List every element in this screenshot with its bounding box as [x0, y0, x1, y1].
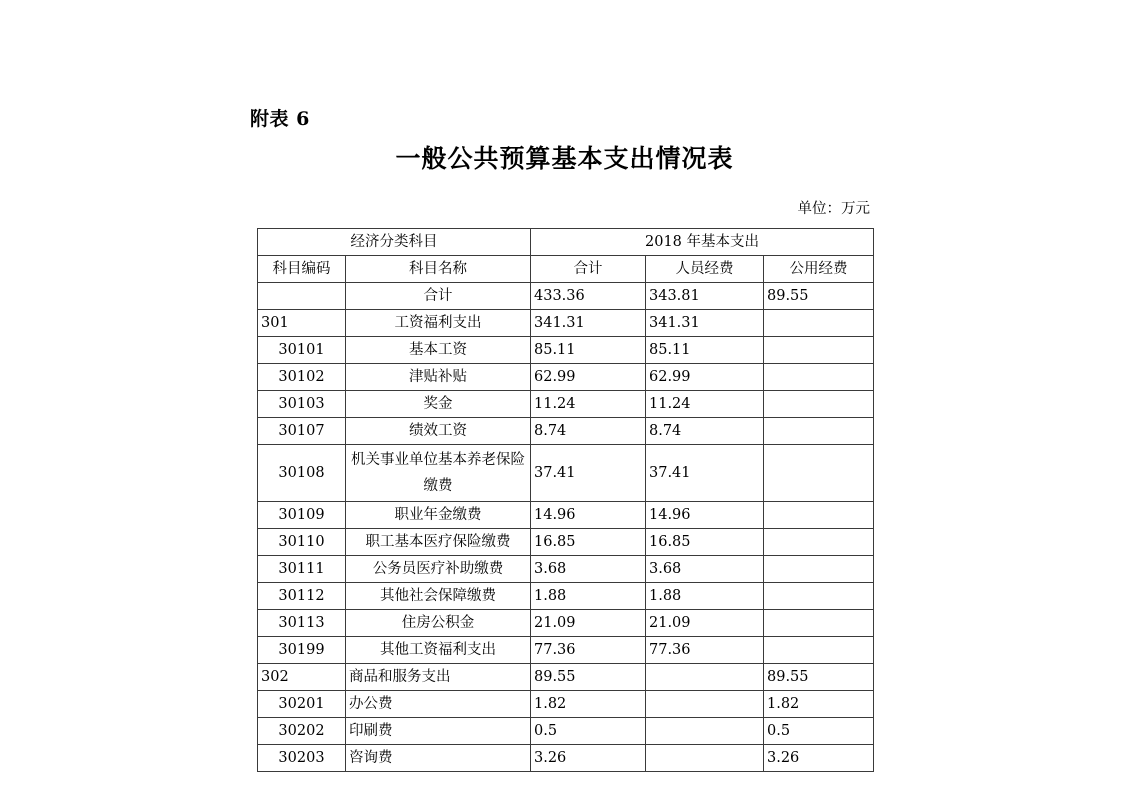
table-row [258, 418, 874, 445]
cell-personnel: 14.96 [646, 502, 764, 529]
table-row [258, 664, 874, 691]
cell-total: 21.09 [531, 610, 646, 637]
table-body [258, 283, 874, 772]
cell-code: 30101 [258, 337, 346, 364]
attachment-label: 附表 6 [250, 108, 310, 130]
cell-total: 62.99 [531, 364, 646, 391]
cell-code: 30201 [258, 691, 346, 718]
table-row [258, 745, 874, 772]
cell-code: 30199 [258, 637, 346, 664]
cell-total: 3.68 [531, 556, 646, 583]
cell-name: 奖金 [346, 391, 531, 418]
table-row [258, 718, 874, 745]
table-row [258, 502, 874, 529]
cell-total: 0.5 [531, 718, 646, 745]
cell-code: 30107 [258, 418, 346, 445]
cell-public [764, 310, 874, 337]
cell-code: 301 [258, 310, 346, 337]
cell-public [764, 637, 874, 664]
cell-name: 其他社会保障缴费 [346, 583, 531, 610]
cell-name: 津贴补贴 [346, 364, 531, 391]
cell-total: 77.36 [531, 637, 646, 664]
cell-name: 职业年金缴费 [346, 502, 531, 529]
cell-total: 89.55 [531, 664, 646, 691]
cell-code [258, 283, 346, 310]
cell-public [764, 583, 874, 610]
group-header-year-expenditure: 2018 年基本支出 [531, 229, 874, 256]
cell-code: 30113 [258, 610, 346, 637]
cell-public: 89.55 [764, 664, 874, 691]
cell-public: 89.55 [764, 283, 874, 310]
cell-code: 30109 [258, 502, 346, 529]
table-row [258, 610, 874, 637]
cell-code: 30103 [258, 391, 346, 418]
cell-total: 341.31 [531, 310, 646, 337]
column-header-name: 科目名称 [346, 256, 531, 283]
group-header-category: 经济分类科目 [258, 229, 531, 256]
cell-total: 37.41 [531, 445, 646, 502]
cell-total: 8.74 [531, 418, 646, 445]
unit-note: 单位：万元 [797, 201, 870, 217]
cell-personnel: 341.31 [646, 310, 764, 337]
cell-personnel: 77.36 [646, 637, 764, 664]
cell-name: 印刷费 [346, 718, 531, 745]
cell-name: 职工基本医疗保险缴费 [346, 529, 531, 556]
cell-code: 30203 [258, 745, 346, 772]
cell-code: 30111 [258, 556, 346, 583]
cell-public [764, 610, 874, 637]
cell-name: 商品和服务支出 [346, 664, 531, 691]
table-row [258, 283, 874, 310]
cell-name: 公务员医疗补助缴费 [346, 556, 531, 583]
cell-personnel: 11.24 [646, 391, 764, 418]
cell-total: 16.85 [531, 529, 646, 556]
cell-name: 咨询费 [346, 745, 531, 772]
table-row [258, 445, 874, 502]
column-header-public: 公用经费 [764, 256, 874, 283]
cell-total: 1.82 [531, 691, 646, 718]
table-row [258, 337, 874, 364]
table-column-header-row [258, 256, 874, 283]
cell-personnel: 8.74 [646, 418, 764, 445]
cell-total: 433.36 [531, 283, 646, 310]
cell-personnel: 37.41 [646, 445, 764, 502]
table-head [258, 229, 874, 283]
table-row [258, 637, 874, 664]
column-header-code: 科目编码 [258, 256, 346, 283]
cell-personnel: 21.09 [646, 610, 764, 637]
cell-code: 30202 [258, 718, 346, 745]
cell-code: 30112 [258, 583, 346, 610]
budget-table [257, 228, 874, 772]
cell-total: 1.88 [531, 583, 646, 610]
cell-code: 30110 [258, 529, 346, 556]
cell-total: 85.11 [531, 337, 646, 364]
cell-total: 3.26 [531, 745, 646, 772]
cell-name: 绩效工资 [346, 418, 531, 445]
cell-personnel [646, 718, 764, 745]
cell-name: 其他工资福利支出 [346, 637, 531, 664]
page-title: 一般公共预算基本支出情况表 [395, 144, 734, 173]
table-group-header-row [258, 229, 874, 256]
table-row [258, 583, 874, 610]
cell-personnel: 16.85 [646, 529, 764, 556]
cell-public [764, 556, 874, 583]
table-row [258, 556, 874, 583]
table-row [258, 310, 874, 337]
column-header-personnel: 人员经费 [646, 256, 764, 283]
cell-public [764, 337, 874, 364]
cell-personnel: 3.68 [646, 556, 764, 583]
cell-total: 11.24 [531, 391, 646, 418]
cell-public: 0.5 [764, 718, 874, 745]
cell-code: 302 [258, 664, 346, 691]
cell-personnel [646, 664, 764, 691]
cell-public [764, 529, 874, 556]
table-row [258, 529, 874, 556]
cell-personnel [646, 691, 764, 718]
cell-public [764, 445, 874, 502]
cell-code: 30102 [258, 364, 346, 391]
cell-name: 住房公积金 [346, 610, 531, 637]
column-header-total: 合计 [531, 256, 646, 283]
cell-name: 办公费 [346, 691, 531, 718]
cell-public [764, 364, 874, 391]
cell-personnel [646, 745, 764, 772]
cell-public [764, 418, 874, 445]
cell-code: 30108 [258, 445, 346, 502]
cell-personnel: 62.99 [646, 364, 764, 391]
cell-personnel: 343.81 [646, 283, 764, 310]
cell-name: 基本工资 [346, 337, 531, 364]
cell-total: 14.96 [531, 502, 646, 529]
cell-public [764, 502, 874, 529]
cell-name: 合计 [346, 283, 531, 310]
cell-public: 3.26 [764, 745, 874, 772]
cell-name: 工资福利支出 [346, 310, 531, 337]
cell-name: 机关事业单位基本养老保险缴费 [346, 445, 531, 502]
table-row [258, 691, 874, 718]
table-row [258, 391, 874, 418]
cell-personnel: 85.11 [646, 337, 764, 364]
cell-public [764, 391, 874, 418]
table-row [258, 364, 874, 391]
cell-public: 1.82 [764, 691, 874, 718]
budget-table-container [257, 228, 873, 772]
cell-personnel: 1.88 [646, 583, 764, 610]
